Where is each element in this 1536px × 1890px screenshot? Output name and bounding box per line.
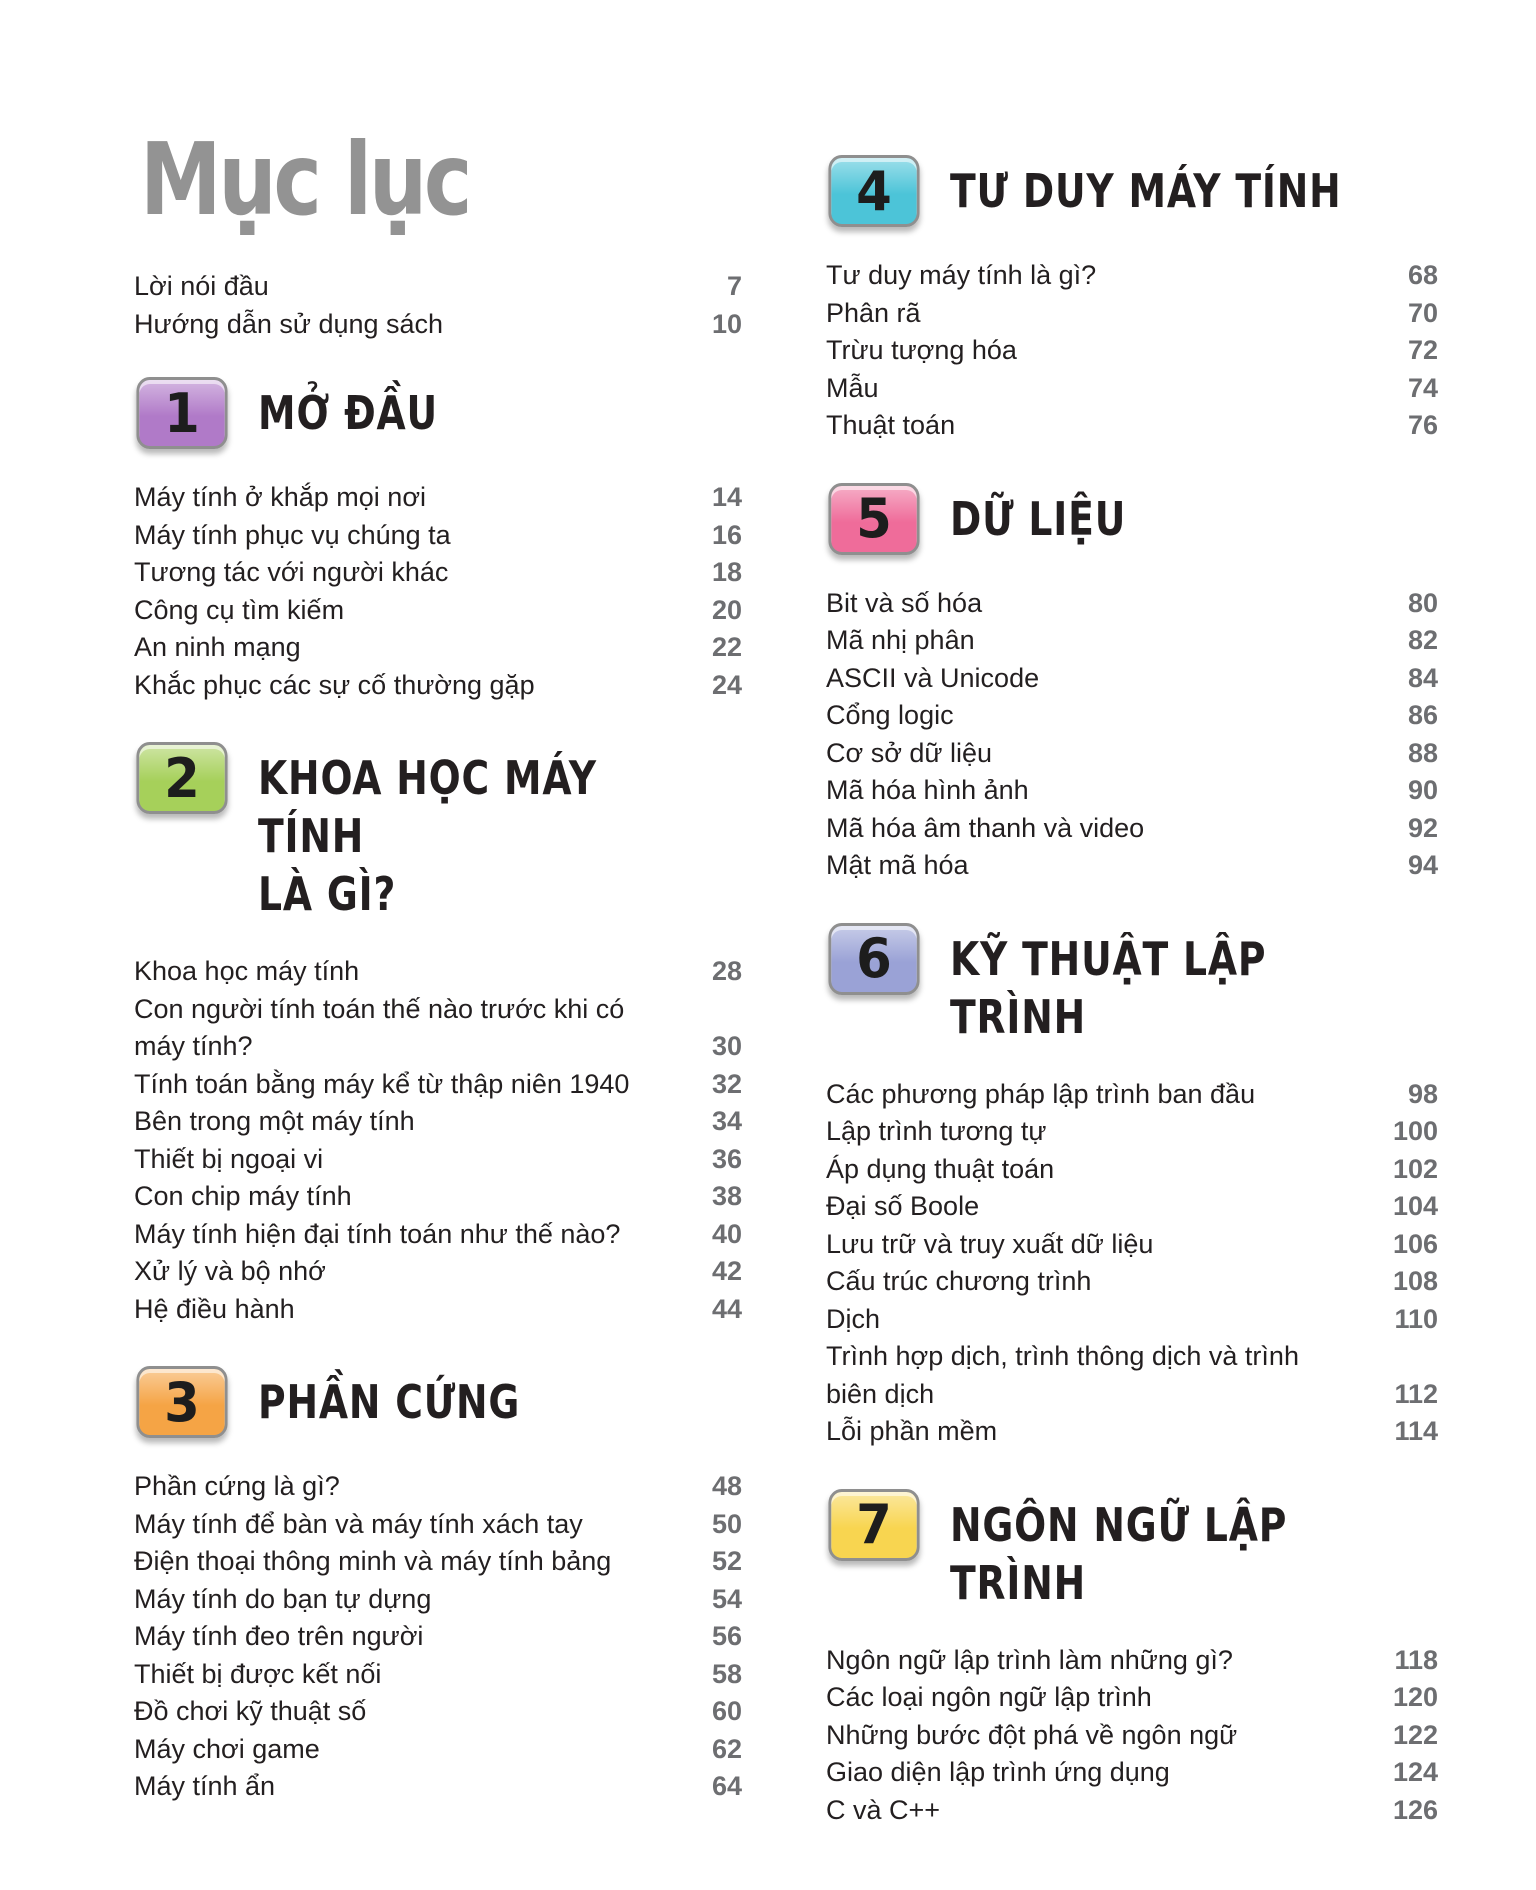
intro-list	[134, 268, 742, 343]
entry-page-number: 40	[711, 1218, 742, 1249]
chapter-number-badge: 7	[828, 1489, 919, 1561]
entry-title: Xử lý và bộ nhớ	[134, 1256, 326, 1286]
chapter-title: KỸ THUẬT LẬP TRÌNH	[950, 931, 1267, 1044]
toc-entry[interactable]	[134, 592, 742, 630]
entry-title: Dịch	[826, 1303, 881, 1334]
toc-entry[interactable]	[134, 953, 742, 991]
entry-page-number: 16	[711, 519, 742, 550]
toc-entry[interactable]	[826, 1717, 1438, 1755]
toc-entry[interactable]	[134, 1141, 742, 1179]
entry-title: Máy chơi game	[134, 1733, 320, 1764]
entry-title: Tư duy máy tính là gì?	[826, 260, 1097, 290]
toc-entry[interactable]	[134, 306, 742, 344]
entry-page-number: 42	[711, 1256, 742, 1286]
entry-title: Đồ chơi kỹ thuật số	[134, 1696, 367, 1726]
toc-entry[interactable]	[826, 1642, 1438, 1680]
chapter-number-badge: 2	[136, 742, 227, 814]
entry-page-number: 52	[711, 1546, 742, 1576]
entry-page-number: 80	[1407, 587, 1438, 618]
entry-page-number: 74	[1407, 372, 1438, 403]
entry-title: Hướng dẫn sử dụng sách	[134, 308, 444, 339]
chapter-title: PHẦN CỨNG	[258, 1375, 521, 1429]
entry-page-number: 122	[1392, 1719, 1438, 1750]
entry-title: Mã hóa hình ảnh	[826, 775, 1029, 805]
toc-entry[interactable]	[134, 268, 742, 306]
entry-page-number: 102	[1392, 1153, 1438, 1184]
entry-page-number: 36	[711, 1143, 742, 1174]
entry-page-number: 38	[711, 1181, 742, 1211]
chapter-heading[interactable]	[134, 1366, 742, 1438]
chapter-section-6	[826, 923, 1438, 1451]
entry-title: Công cụ tìm kiếm	[134, 594, 345, 625]
entry-title: Mật mã hóa	[826, 850, 969, 880]
chapter-heading[interactable]	[134, 377, 742, 449]
entry-title: Khoa học máy tính	[134, 956, 360, 986]
toc-entry[interactable]	[826, 772, 1438, 810]
toc-entry[interactable]	[826, 697, 1438, 735]
entry-title: Máy tính ở khắp mọi nơi	[134, 482, 427, 512]
chapter-heading[interactable]	[826, 1489, 1438, 1612]
entry-page-number: 90	[1407, 775, 1438, 805]
right-chapters	[826, 155, 1438, 1829]
entry-title: Mã nhị phân	[826, 625, 975, 655]
chapter-title: MỞ ĐẦU	[258, 386, 438, 440]
entry-title: Lỗi phần mềm	[826, 1416, 998, 1446]
toc-entry[interactable]	[826, 1076, 1438, 1114]
entry-page-number: 106	[1392, 1228, 1438, 1259]
toc-entry[interactable]	[134, 1253, 742, 1291]
toc-entry[interactable]	[826, 1754, 1438, 1792]
entry-title: Máy tính do bạn tự dựng	[134, 1583, 432, 1614]
toc-entry[interactable]	[826, 295, 1438, 333]
toc-entry[interactable]	[826, 847, 1438, 885]
entry-page-number: 7	[726, 271, 742, 301]
chapter-title: NGÔN NGỮ LẬP TRÌNH	[950, 1497, 1288, 1610]
entry-page-number: 70	[1407, 297, 1438, 328]
entry-page-number: 44	[711, 1293, 742, 1324]
toc-entry[interactable]	[826, 1413, 1438, 1451]
entry-title: Máy tính ẩn	[134, 1771, 276, 1801]
toc-entry[interactable]	[826, 370, 1438, 408]
entry-title: Ngôn ngữ lập trình làm những gì?	[826, 1644, 1233, 1675]
toc-entry[interactable]	[826, 735, 1438, 773]
toc-entry[interactable]	[826, 622, 1438, 660]
entry-page-number: 110	[1394, 1303, 1438, 1334]
toc-entry[interactable]	[134, 1103, 742, 1141]
entry-title: Máy tính để bàn và máy tính xách tay	[134, 1508, 583, 1539]
chapter-number-badge: 1	[136, 377, 227, 449]
entry-title: Con chip máy tính	[134, 1181, 352, 1211]
entry-title: Đại số Boole	[826, 1191, 980, 1221]
entry-page-number: 126	[1392, 1794, 1438, 1825]
toc-entry[interactable]	[826, 1188, 1438, 1226]
entry-title: Mẫu	[826, 372, 879, 403]
toc-entry[interactable]	[826, 407, 1438, 445]
chapter-title: DỮ LIỆU	[950, 491, 1127, 546]
toc-entry[interactable]	[134, 1216, 742, 1254]
chapter-number-badge: 4	[828, 155, 919, 227]
entry-page-number: 120	[1392, 1682, 1438, 1712]
entry-page-number: 68	[1407, 260, 1438, 290]
entry-page-number: 92	[1407, 812, 1438, 843]
entry-title: Áp dụng thuật toán	[826, 1153, 1055, 1184]
toc-entry[interactable]	[826, 1226, 1438, 1264]
entry-title: Mã hóa âm thanh và video	[826, 812, 1145, 843]
toc-entry[interactable]	[134, 629, 742, 667]
entry-page-number: 34	[711, 1106, 742, 1136]
toc-entry[interactable]	[134, 991, 742, 1066]
entry-title: Cổng logic	[826, 700, 954, 730]
entry-title: Bit và số hóa	[826, 587, 983, 618]
toc-entry[interactable]	[134, 1468, 742, 1506]
entry-title: Cấu trúc chương trình	[826, 1266, 1092, 1296]
chapter-number-badge: 3	[136, 1366, 227, 1438]
entry-title: C và C++	[826, 1794, 941, 1825]
toc-entry[interactable]	[134, 479, 742, 517]
toc-entry[interactable]	[134, 1768, 742, 1806]
toc-entry[interactable]	[134, 1731, 742, 1769]
entry-title: Máy tính đeo trên người	[134, 1621, 424, 1651]
entry-page-number: 64	[711, 1771, 742, 1801]
toc-entry[interactable]	[134, 1693, 742, 1731]
toc-entry[interactable]	[134, 1178, 742, 1216]
toc-entry[interactable]	[134, 517, 742, 555]
toc-entry[interactable]	[134, 1656, 742, 1694]
chapter-section-7	[826, 1489, 1438, 1830]
chapter-heading[interactable]	[826, 483, 1438, 555]
toc-entry[interactable]	[134, 1066, 742, 1104]
chapter-section-4	[826, 155, 1438, 445]
entry-title: Trình hợp dịch, trình thông dịch và trình biên dịch	[826, 1341, 1299, 1409]
entry-title: Thiết bị được kết nối	[134, 1658, 382, 1689]
entry-page-number: 20	[711, 594, 742, 625]
entry-title: Các loại ngôn ngữ lập trình	[826, 1682, 1152, 1712]
entry-title: Hệ điều hành	[134, 1293, 295, 1324]
entry-page-number: 100	[1392, 1116, 1438, 1146]
toc-entry[interactable]	[134, 1506, 742, 1544]
toc-entry[interactable]	[826, 810, 1438, 848]
entry-page-number: 98	[1407, 1078, 1438, 1109]
entry-title: Các phương pháp lập trình ban đầu	[826, 1078, 1256, 1109]
toc-entry[interactable]	[826, 1263, 1438, 1301]
page-title: Mục lục	[140, 121, 470, 238]
entry-title: Cơ sở dữ liệu	[826, 737, 993, 768]
entry-page-number: 30	[711, 1031, 742, 1061]
chapter-number-badge: 5	[828, 483, 919, 555]
entry-page-number: 24	[711, 669, 742, 700]
entry-title: Máy tính hiện đại tính toán như thế nào?	[134, 1218, 621, 1249]
entry-title: Thiết bị ngoại vi	[134, 1143, 324, 1174]
entry-title: Khắc phục các sự cố thường gặp	[134, 669, 535, 700]
entry-title: Tính toán bằng máy kể từ thập niên 1940	[134, 1068, 630, 1099]
entry-title: Trừu tượng hóa	[826, 335, 1017, 365]
entry-page-number: 94	[1407, 850, 1438, 880]
entry-page-number: 82	[1407, 625, 1438, 655]
chapter-title: KHOA HỌC MÁY TÍNH LÀ GÌ?	[258, 751, 597, 921]
entry-title: Lưu trữ và truy xuất dữ liệu	[826, 1228, 1154, 1259]
left-column	[134, 121, 742, 1844]
toc-entry[interactable]	[826, 257, 1438, 295]
toc-entry[interactable]	[134, 1543, 742, 1581]
toc-entry[interactable]	[134, 1618, 742, 1656]
entry-title: Con người tính toán thế nào trước khi có máy tính?	[134, 993, 625, 1061]
toc-entry[interactable]	[826, 1792, 1438, 1830]
toc-entry[interactable]	[134, 1581, 742, 1619]
toc-entry[interactable]	[826, 585, 1438, 623]
toc-entry[interactable]	[826, 1113, 1438, 1151]
left-chapters	[134, 377, 742, 1806]
toc-entry[interactable]	[826, 1679, 1438, 1717]
entry-page-number: 118	[1394, 1644, 1438, 1675]
entry-page-number: 48	[711, 1471, 742, 1501]
entry-title: Tương tác với người khác	[134, 557, 449, 587]
chapter-section-5	[826, 483, 1438, 885]
chapter-section-3	[134, 1366, 742, 1806]
entry-page-number: 18	[711, 557, 742, 587]
entry-page-number: 50	[711, 1508, 742, 1539]
entry-page-number: 124	[1392, 1757, 1438, 1787]
entry-title: Bên trong một máy tính	[134, 1106, 415, 1136]
entry-title: Phần cứng là gì?	[134, 1471, 340, 1501]
entry-page-number: 32	[711, 1068, 742, 1099]
entry-page-number: 22	[711, 632, 742, 662]
toc-entry[interactable]	[826, 1338, 1438, 1413]
entry-title: Phân rã	[826, 297, 921, 328]
chapter-section-1	[134, 377, 742, 704]
entry-page-number: 76	[1407, 410, 1438, 440]
toc-entry[interactable]	[826, 1301, 1438, 1339]
entry-page-number: 108	[1392, 1266, 1438, 1296]
entry-page-number: 54	[711, 1583, 742, 1614]
entry-page-number: 56	[711, 1621, 742, 1651]
entry-page-number: 88	[1407, 737, 1438, 768]
chapter-heading[interactable]	[134, 742, 742, 923]
entry-title: Những bước đột phá về ngôn ngữ	[826, 1719, 1238, 1750]
toc-entry[interactable]	[134, 1291, 742, 1329]
entry-title: An ninh mạng	[134, 632, 301, 662]
entry-page-number: 58	[711, 1658, 742, 1689]
entry-title: ASCII và Unicode	[826, 662, 1040, 693]
entry-page-number: 114	[1394, 1416, 1438, 1446]
toc-entry[interactable]	[826, 660, 1438, 698]
entry-page-number: 14	[711, 482, 742, 512]
entry-page-number: 62	[711, 1733, 742, 1764]
toc-entry[interactable]	[826, 332, 1438, 370]
entry-title: Máy tính phục vụ chúng ta	[134, 519, 451, 550]
entry-page-number: 60	[711, 1696, 742, 1726]
entry-title: Lập trình tương tự	[826, 1116, 1047, 1146]
chapter-title: TƯ DUY MÁY TÍNH	[950, 164, 1342, 218]
entry-title: Thuật toán	[826, 410, 956, 440]
entry-title: Điện thoại thông minh và máy tính bảng	[134, 1546, 612, 1576]
entry-title: Giao diện lập trình ứng dụng	[826, 1757, 1170, 1787]
entry-page-number: 84	[1407, 662, 1438, 693]
entry-title: Lời nói đầu	[134, 271, 269, 301]
chapter-heading[interactable]	[826, 923, 1438, 1046]
right-column	[826, 155, 1438, 1867]
entry-page-number: 72	[1407, 335, 1438, 365]
entry-page-number: 28	[711, 956, 742, 986]
toc-entry[interactable]	[134, 667, 742, 705]
entry-page-number: 10	[711, 308, 742, 339]
entry-page-number: 112	[1394, 1378, 1438, 1409]
chapter-heading[interactable]	[826, 155, 1438, 227]
entry-page-number: 104	[1392, 1191, 1438, 1221]
chapter-section-2	[134, 742, 742, 1328]
toc-entry[interactable]	[826, 1151, 1438, 1189]
chapter-number-badge: 6	[828, 923, 919, 995]
toc-entry[interactable]	[134, 554, 742, 592]
entry-page-number: 86	[1407, 700, 1438, 730]
